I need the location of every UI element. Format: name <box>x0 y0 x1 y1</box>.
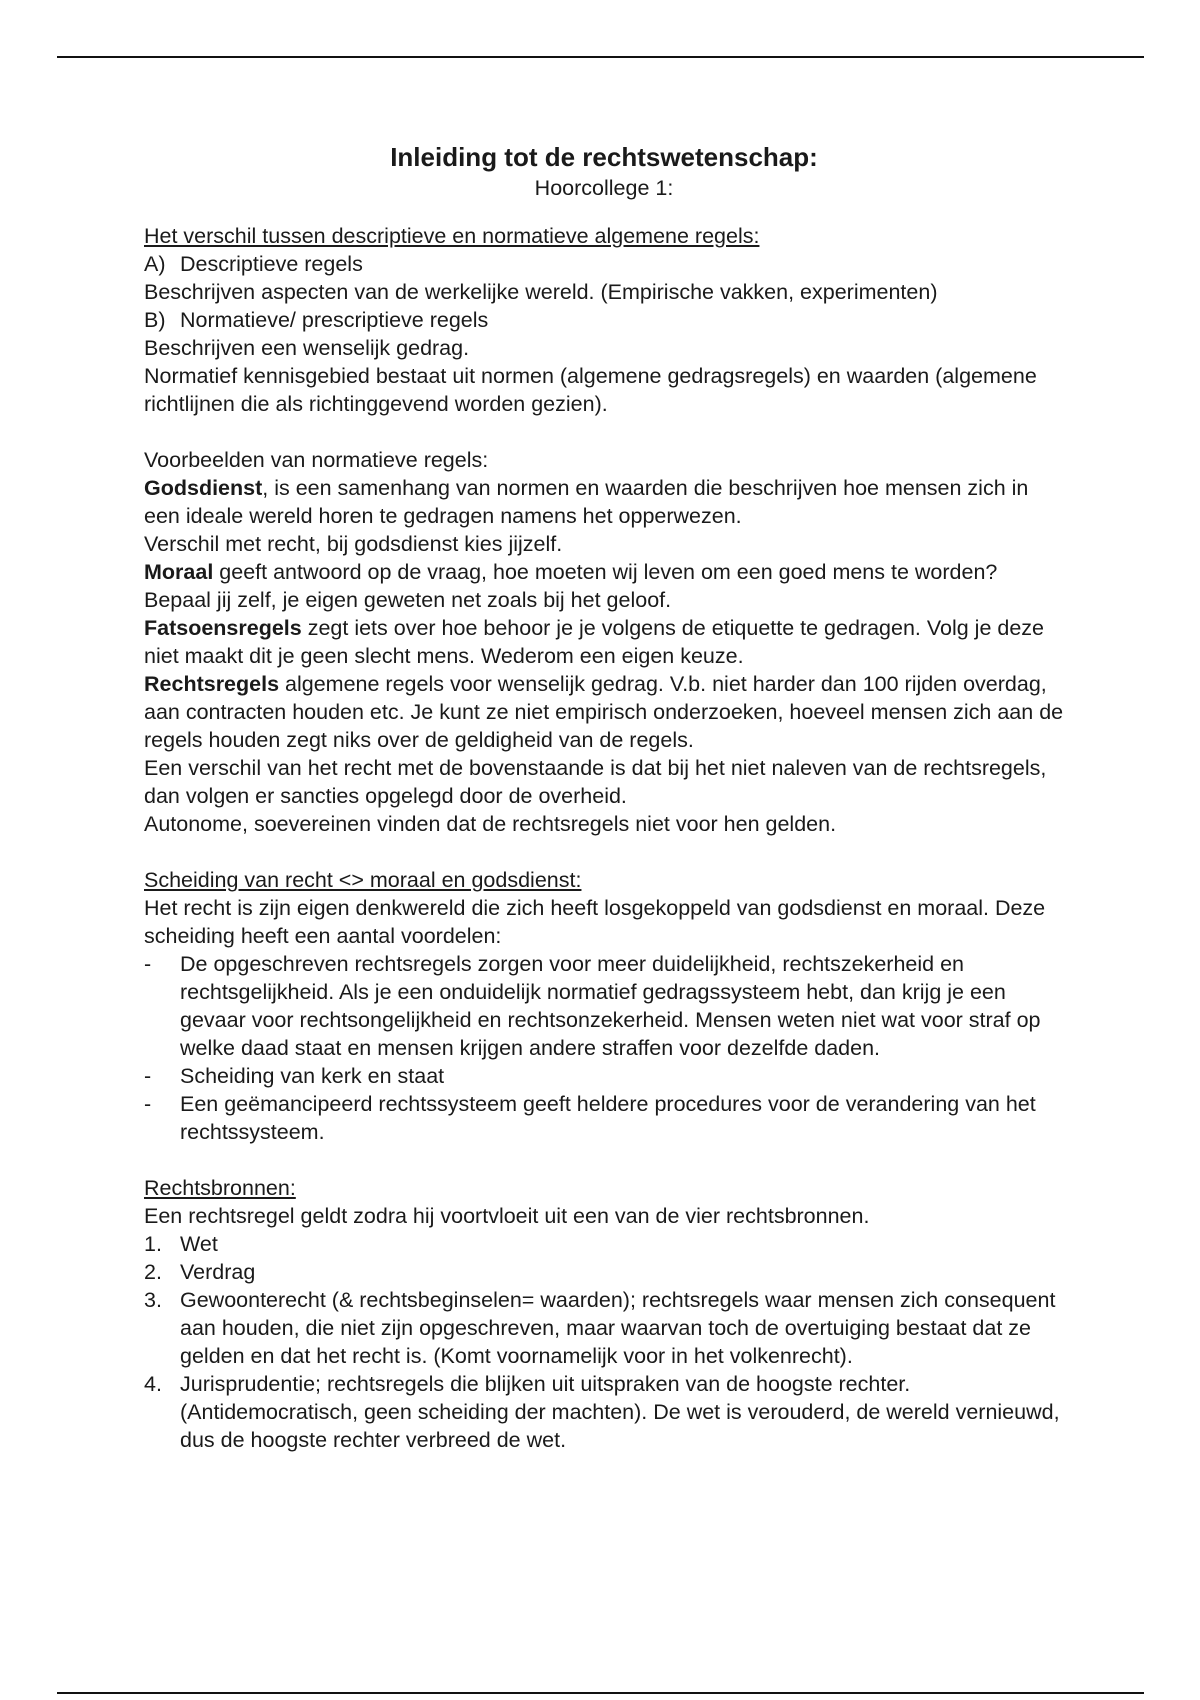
number-marker: 3. <box>144 1288 162 1312</box>
bullet-item <box>144 1090 1064 1146</box>
section-heading-descriptive-normative: Het verschil tussen descriptieve en normatieve algemene regels: <box>144 224 760 248</box>
list-item <box>144 250 1064 278</box>
list-item <box>144 306 1064 334</box>
number-marker: 1. <box>144 1232 162 1256</box>
paragraph: Autonome, soevereinen vinden dat de rechtsregels niet voor hen gelden. <box>144 812 837 836</box>
numbered-item-text: Verdrag <box>180 1260 256 1284</box>
bullet-marker: - <box>144 1064 152 1088</box>
bullet-text: Een geëmancipeerd rechtssysteem geeft heldere procedures voor de verandering van het rechtssysteem. <box>180 1092 1036 1144</box>
document-page <box>144 140 1064 1454</box>
document-subtitle: Hoorcollege 1: <box>534 176 674 200</box>
bullet-text: De opgeschreven rechtsregels zorgen voor meer duidelijkheid, rechtszekerheid en rechtsgelijkheid. Als je een onduidelijk normatief gedragssysteem hebt, dan krijg je een gevaar voor rechtsongelijkheid en rechtsonzekerheid. Mensen weten niet wat voor straf op welke daad staat en mensen krijgen andere straffen voor dezelfde daden. <box>180 952 1041 1060</box>
paragraph: Een rechtsregel geldt zodra hij voortvloeit uit een van de vier rechtsbronnen. <box>144 1204 870 1228</box>
bullet-item <box>144 1062 1064 1090</box>
bullet-text: Scheiding van kerk en staat <box>180 1064 445 1088</box>
bullet-item <box>144 950 1064 1062</box>
numbered-item <box>144 1230 1064 1258</box>
paragraph-intro: Voorbeelden van normatieve regels: <box>144 448 489 472</box>
numbered-item-text: Wet <box>180 1232 218 1256</box>
term-text: , is een samenhang van normen en waarden die beschrijven hoe mensen zich in een ideale wereld horen te gedragen namens het opperwezen. <box>144 476 1029 528</box>
paragraph: Verschil met recht, bij godsdienst kies jijzelf. <box>144 532 563 556</box>
bullet-marker: - <box>144 952 152 976</box>
paragraph-rechtsregels <box>144 670 1064 754</box>
paragraph: Het recht is zijn eigen denkwereld die zich heeft losgekoppeld van godsdienst en moraal. Deze scheiding heeft een aantal voordelen: <box>144 896 1046 948</box>
paragraph: Een verschil van het recht met de bovenstaande is dat bij het niet naleven van de rechtsregels, dan volgen er sancties opgelegd door de overheid. <box>144 756 1047 808</box>
list-item-text: Normatieve/ prescriptieve regels <box>180 308 489 332</box>
paragraph: Beschrijven aspecten van de werkelijke wereld. (Empirische vakken, experimenten) <box>144 280 938 304</box>
section-heading-scheiding: Scheiding van recht <> moraal en godsdienst: <box>144 868 582 892</box>
paragraph-fatsoensregels <box>144 614 1064 670</box>
term-text: algemene regels voor wenselijk gedrag. V.b. niet harder dan 100 rijden overdag, aan contracten houden etc. Je kunt ze niet empirisch onderzoeken, hoeveel mensen zich aan de regels houden zegt niks over de geldigheid van de regels. <box>144 672 1064 752</box>
document-title: Inleiding tot de rechtswetenschap: <box>390 142 818 172</box>
numbered-item <box>144 1370 1064 1454</box>
numbered-item-text: Jurisprudentie; rechtsregels die blijken uit uitspraken van de hoogste rechter. (Antidemocratisch, geen scheiding der machten). De wet is verouderd, de wereld vernieuwd, dus de hoogste rechter verbreed de wet. <box>180 1372 1060 1452</box>
list-item-text: Descriptieve regels <box>180 252 363 276</box>
paragraph-godsdienst <box>144 474 1064 530</box>
top-rule <box>57 56 1144 58</box>
term-godsdienst: Godsdienst <box>144 476 263 500</box>
list-marker: B) <box>144 308 166 332</box>
bottom-rule <box>57 1692 1144 1694</box>
term-fatsoensregels: Fatsoensregels <box>144 616 302 640</box>
numbered-item <box>144 1258 1064 1286</box>
number-marker: 4. <box>144 1372 162 1396</box>
paragraph: Beschrijven een wenselijk gedrag. <box>144 336 470 360</box>
numbered-item <box>144 1286 1064 1370</box>
term-rechtsregels: Rechtsregels <box>144 672 280 696</box>
bullet-marker: - <box>144 1092 152 1116</box>
section-heading-rechtsbronnen: Rechtsbronnen: <box>144 1176 296 1200</box>
paragraph: Normatief kennisgebied bestaat uit normen (algemene gedragsregels) en waarden (algemene richtlijnen die als richtinggevend worden gezien). <box>144 364 1037 416</box>
term-text: geeft antwoord op de vraag, hoe moeten wij leven om een goed mens te worden? Bepaal jij zelf, je eigen geweten net zoals bij het geloof. <box>144 560 998 612</box>
paragraph-moraal <box>144 558 1064 614</box>
term-text: zegt iets over hoe behoor je je volgens de etiquette te gedragen. Volg je deze niet maakt dit je geen slecht mens. Wederom een eigen keuze. <box>144 616 1045 668</box>
number-marker: 2. <box>144 1260 162 1284</box>
numbered-item-text: Gewoonterecht (& rechtsbeginselen= waarden); rechtsregels waar mensen zich consequent aan houden, die niet zijn opgeschreven, maar waarvan toch de overtuiging bestaat dat ze gelden en dat het recht is. (Komt voornamelijk voor in het volkenrecht). <box>180 1288 1056 1368</box>
term-moraal: Moraal <box>144 560 214 584</box>
list-marker: A) <box>144 252 166 276</box>
